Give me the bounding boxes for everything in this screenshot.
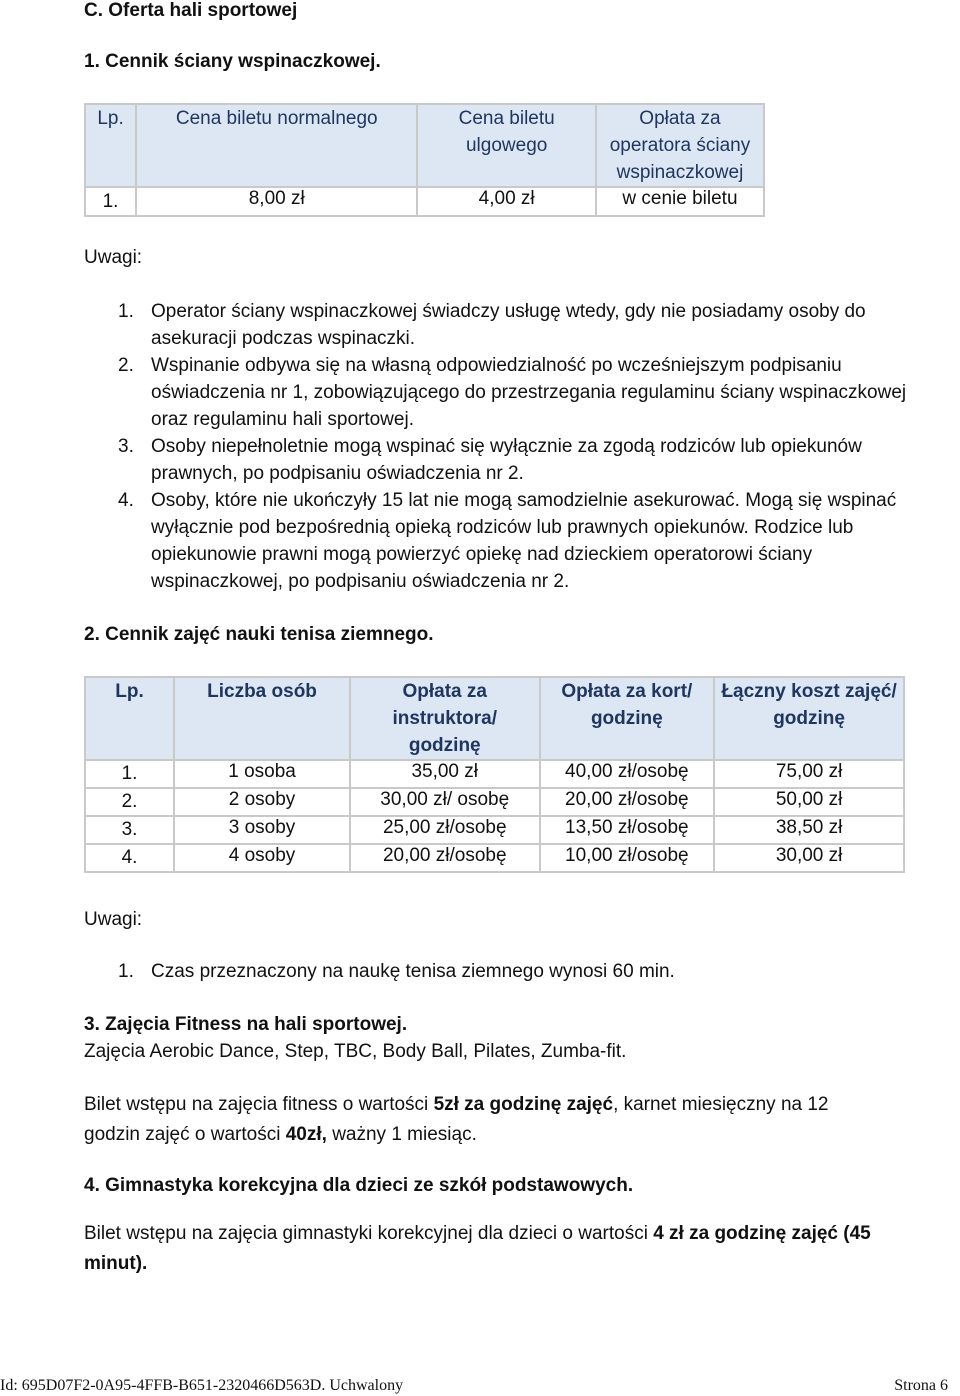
table-cell: 25,00 zł/osobę [350, 816, 540, 844]
table-cell: 3 osoby [174, 816, 350, 844]
table-cell: 20,00 zł/osobę [350, 844, 540, 872]
table-row [85, 788, 904, 816]
table-cell: 1. [85, 187, 136, 216]
list-number: 1. [118, 961, 134, 982]
table-cell: 2 osoby [174, 788, 350, 816]
table-cell: 4 osoby [174, 844, 350, 872]
table-cell: 8,00 zł [136, 187, 417, 216]
text: Bilet wstępu na zajęcia fitness o wartości [84, 1094, 434, 1115]
table-cell: w cenie biletu [596, 187, 764, 216]
list-text: Wspinanie odbywa się na własną odpowiedzialność po wcześniejszym podpisaniu oświadczenia nr 1, zobowiązującego do przestrzegania regulaminu ściany wspinaczkowej oraz regulaminu hali sportowej. [151, 355, 907, 430]
table-cell: 1 osoba [174, 760, 350, 788]
list-text: Czas przeznaczony na naukę tenisa ziemnego wynosi 60 min. [151, 961, 675, 982]
section-c-title: C. Oferta hali sportowej [84, 0, 298, 21]
fitness-price-paragraph [84, 1090, 884, 1150]
list-number: 3. [118, 436, 134, 457]
table-cell: 50,00 zł [714, 788, 904, 816]
list-number: 2. [118, 355, 134, 376]
list-item [118, 433, 918, 487]
table-row [85, 844, 904, 872]
table-cell: 2. [85, 788, 174, 816]
page-number: Strona 6 [894, 1377, 948, 1394]
price-highlight: 4 zł za godzinę zajęć (45 minut). [84, 1223, 871, 1274]
list-number: 1. [118, 301, 134, 322]
header-cell: Opłata za instruktora/ godzinę [350, 677, 540, 760]
climbing-notes-list [118, 298, 918, 595]
table-header-row [85, 104, 764, 187]
table-cell: 35,00 zł [350, 760, 540, 788]
text: , karnet miesięczny na 12 godzin zajęć o wartości [84, 1094, 829, 1145]
list-item [118, 298, 918, 352]
table-cell: 30,00 zł/ osobę [350, 788, 540, 816]
header-cell: Łączny koszt zajęć/ godzinę [714, 677, 904, 760]
tennis-price-title: 2. Cennik zajęć nauki tenisa ziemnego. [84, 624, 434, 645]
list-text: Osoby niepełnoletnie mogą wspinać się wyłącznie za zgodą rodziców lub opiekunów prawnych, po podpisaniu oświadczenia nr 2. [151, 436, 862, 484]
table-cell: 20,00 zł/osobę [540, 788, 715, 816]
list-item [118, 958, 918, 985]
tennis-price-table [84, 676, 905, 873]
table-cell: 40,00 zł/osobę [540, 760, 715, 788]
list-number: 4. [118, 490, 134, 511]
table-cell: 4. [85, 844, 174, 872]
table-cell: 3. [85, 816, 174, 844]
gymnastics-title: 4. Gimnastyka korekcyjna dla dzieci ze szkół podstawowych. [84, 1175, 634, 1196]
fitness-title: 3. Zajęcia Fitness na hali sportowej. [84, 1014, 408, 1035]
document-id: Id: 695D07F2-0A95-4FFB-B651-2320466D563D. Uchwalony [0, 1377, 404, 1394]
table-cell: 4,00 zł [417, 187, 596, 216]
text: ważny 1 miesiąc. [326, 1124, 477, 1145]
list-item [118, 352, 918, 433]
table-cell: 13,50 zł/osobę [540, 816, 715, 844]
list-item [118, 487, 918, 595]
fitness-classes-list: Zajęcia Aerobic Dance, Step, TBC, Body Ball, Pilates, Zumba-fit. [84, 1041, 627, 1062]
header-cell: Opłata za operatora ściany wspinaczkowej [596, 104, 764, 187]
table-cell: 1. [85, 760, 174, 788]
list-text: Operator ściany wspinaczkowej świadczy usługę wtedy, gdy nie posiadamy osoby do asekuracji podczas wspinaczki. [151, 301, 866, 349]
table-row [85, 187, 764, 216]
text: Bilet wstępu na zajęcia gimnastyki korekcyjnej dla dzieci o wartości [84, 1223, 654, 1244]
gymnastics-price-paragraph [84, 1219, 914, 1279]
notes-label: Uwagi: [84, 909, 143, 930]
header-cell: Lp. [85, 677, 174, 760]
header-cell: Cena biletu ulgowego [417, 104, 596, 187]
table-cell: 10,00 zł/osobę [540, 844, 715, 872]
tennis-notes-list [118, 958, 918, 985]
list-text: Osoby, które nie ukończyły 15 lat nie mogą samodzielnie asekurować. Mogą się wspinać wyłącznie pod bezpośrednią opieką rodziców lub prawnych opiekunów. Rodzice lub opiekunowie prawni mogą powierzyć opiekę nad dzieckiem operatorowi ściany wspinaczkowej, po podpisaniu oświadczenia nr 2. [151, 490, 897, 592]
price-highlight: 5zł za godzinę zajęć [433, 1094, 614, 1115]
climbing-wall-price-title: 1. Cennik ściany wspinaczkowej. [84, 51, 381, 72]
climbing-wall-price-table [84, 103, 765, 217]
table-cell: 38,50 zł [714, 816, 904, 844]
table-row [85, 816, 904, 844]
table-cell: 30,00 zł [714, 844, 904, 872]
header-cell: Cena biletu normalnego [136, 104, 417, 187]
price-highlight: 40zł, [285, 1124, 327, 1145]
header-cell: Opłata za kort/ godzinę [540, 677, 715, 760]
table-row [85, 760, 904, 788]
notes-label: Uwagi: [84, 247, 143, 268]
header-cell: Lp. [85, 104, 136, 187]
table-cell: 75,00 zł [714, 760, 904, 788]
header-cell: Liczba osób [174, 677, 350, 760]
table-header-row [85, 677, 904, 760]
